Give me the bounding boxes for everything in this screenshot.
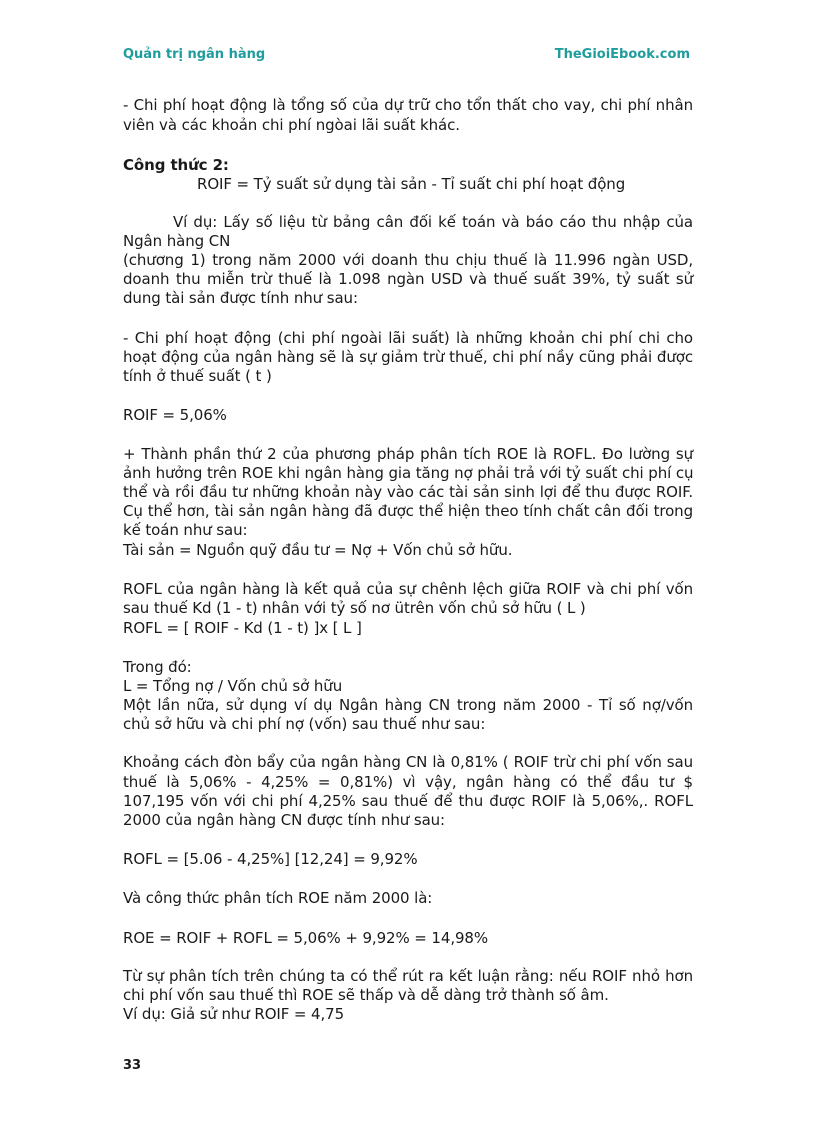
text-line: Và công thức phân tích ROE năm 2000 là:: [123, 889, 433, 907]
text-line: 2000 của ngân hàng CN được tính như sau:: [123, 811, 446, 829]
text-line: Ví dụ: Lấy số liệu từ bảng cân đối kế toán và báo cáo thu nhập của: [173, 213, 693, 231]
text-line: + Thành phần thứ 2 của phương pháp phân tích ROE là ROFL. Đo lường sự: [123, 445, 693, 463]
text-line: dung tài sản được tính như sau:: [123, 289, 358, 307]
formula-line: L = Tổng nợ / Vốn chủ sở hữu: [123, 677, 343, 695]
text-line: Cụ thể hơn, tài sản ngân hàng đã được thể hiện theo tính chất cân đối trong: [123, 502, 693, 520]
text-line: hoạt động của ngân hàng sẽ là sự giảm trừ thuế, chi phí nầy cũng phải được: [123, 348, 693, 366]
formula-line: ROFL = [5.06 - 4,25%] [12,24] = 9,92%: [123, 850, 418, 868]
running-header-title: Quản trị ngân hàng: [123, 47, 266, 62]
text-line: Ví dụ: Giả sử như ROIF = 4,75: [123, 1005, 345, 1023]
formula-line: Tài sản = Nguồn quỹ đầu tư = Nợ + Vốn chủ sở hữu.: [123, 541, 513, 559]
text-line: Khoảng cách đòn bẩy của ngân hàng CN là 0,81% ( ROIF trừ chi phí vốn sau: [123, 753, 693, 771]
text-line: ROFL của ngân hàng là kết quả của sự chênh lệch giữa ROIF và chi phí vốn: [123, 580, 693, 598]
text-line: thể và rồi đầu tư những khoản này vào các tài sản sinh lợi để thu được ROIF.: [123, 483, 693, 501]
formula-line: ROIF = 5,06%: [123, 406, 227, 424]
running-header-site: TheGioiEbook.com: [554, 47, 690, 62]
text-line: - Chi phí hoạt động (chi phí ngoài lãi suất) là những khoản chi phí chi cho: [123, 329, 693, 347]
text-line: Ngân hàng CN: [123, 232, 231, 250]
text-line: Từ sự phân tích trên chúng ta có thể rút ra kết luận rằng: nếu ROIF nhỏ hơn: [123, 967, 693, 985]
text-line: chủ sở hữu và chi phí nợ (vốn) sau thuế như sau:: [123, 715, 486, 733]
text-line: chi phí vốn sau thuế thì ROE sẽ thấp và dễ dàng trở thành số âm.: [123, 986, 609, 1004]
text-line: thuế là 5,06% - 4,25% = 0,81%) vì vậy, ngân hàng có thể đầu tư $: [123, 773, 693, 791]
text-line: sau thuế Kd (1 - t) nhân với tỷ số nơ ütrên vốn chủ sở hữu ( L ): [123, 599, 586, 617]
text-line: 107,195 vốn với chi phí 4,25% sau thuế để thu được ROIF là 5,06%,. ROFL: [123, 792, 693, 810]
text-line: Trong đó:: [123, 658, 192, 676]
text-line: tính ở thuế suất ( t ): [123, 367, 272, 385]
formula-line: ROFL = [ ROIF - Kd (1 - t) ]x [ L ]: [123, 619, 362, 637]
formula-line: ROE = ROIF + ROFL = 5,06% + 9,92% = 14,98%: [123, 929, 489, 947]
page-number: 33: [123, 1058, 142, 1073]
text-line: doanh thu miễn trừ thuế là 1.098 ngàn USD và thuế suất 39%, tỷ suất sử: [123, 270, 693, 288]
formula-line: ROIF = Tỷ suất sử dụng tài sản - Tỉ suất chi phí hoạt động: [197, 175, 626, 193]
text-line: (chương 1) trong năm 2000 với doanh thu chịu thuế là 11.996 ngàn USD,: [123, 251, 693, 269]
section-heading: Công thức 2:: [123, 156, 229, 174]
text-line: Một lần nữa, sử dụng ví dụ Ngân hàng CN trong năm 2000 - Tỉ số nợ/vốn: [123, 696, 693, 714]
text-line: kế toán như sau:: [123, 521, 248, 539]
text-line: - Chi phí hoạt động là tổng số của dự trữ cho tổn thất cho vay, chi phí nhân: [123, 96, 693, 114]
text-line: ảnh hưởng trên ROE khi ngân hàng gia tăng nợ phải trả với tỷ suất chi phí cụ: [123, 464, 694, 482]
text-line: viên và các khoản chi phí ngòai lãi suất khác.: [123, 116, 460, 134]
